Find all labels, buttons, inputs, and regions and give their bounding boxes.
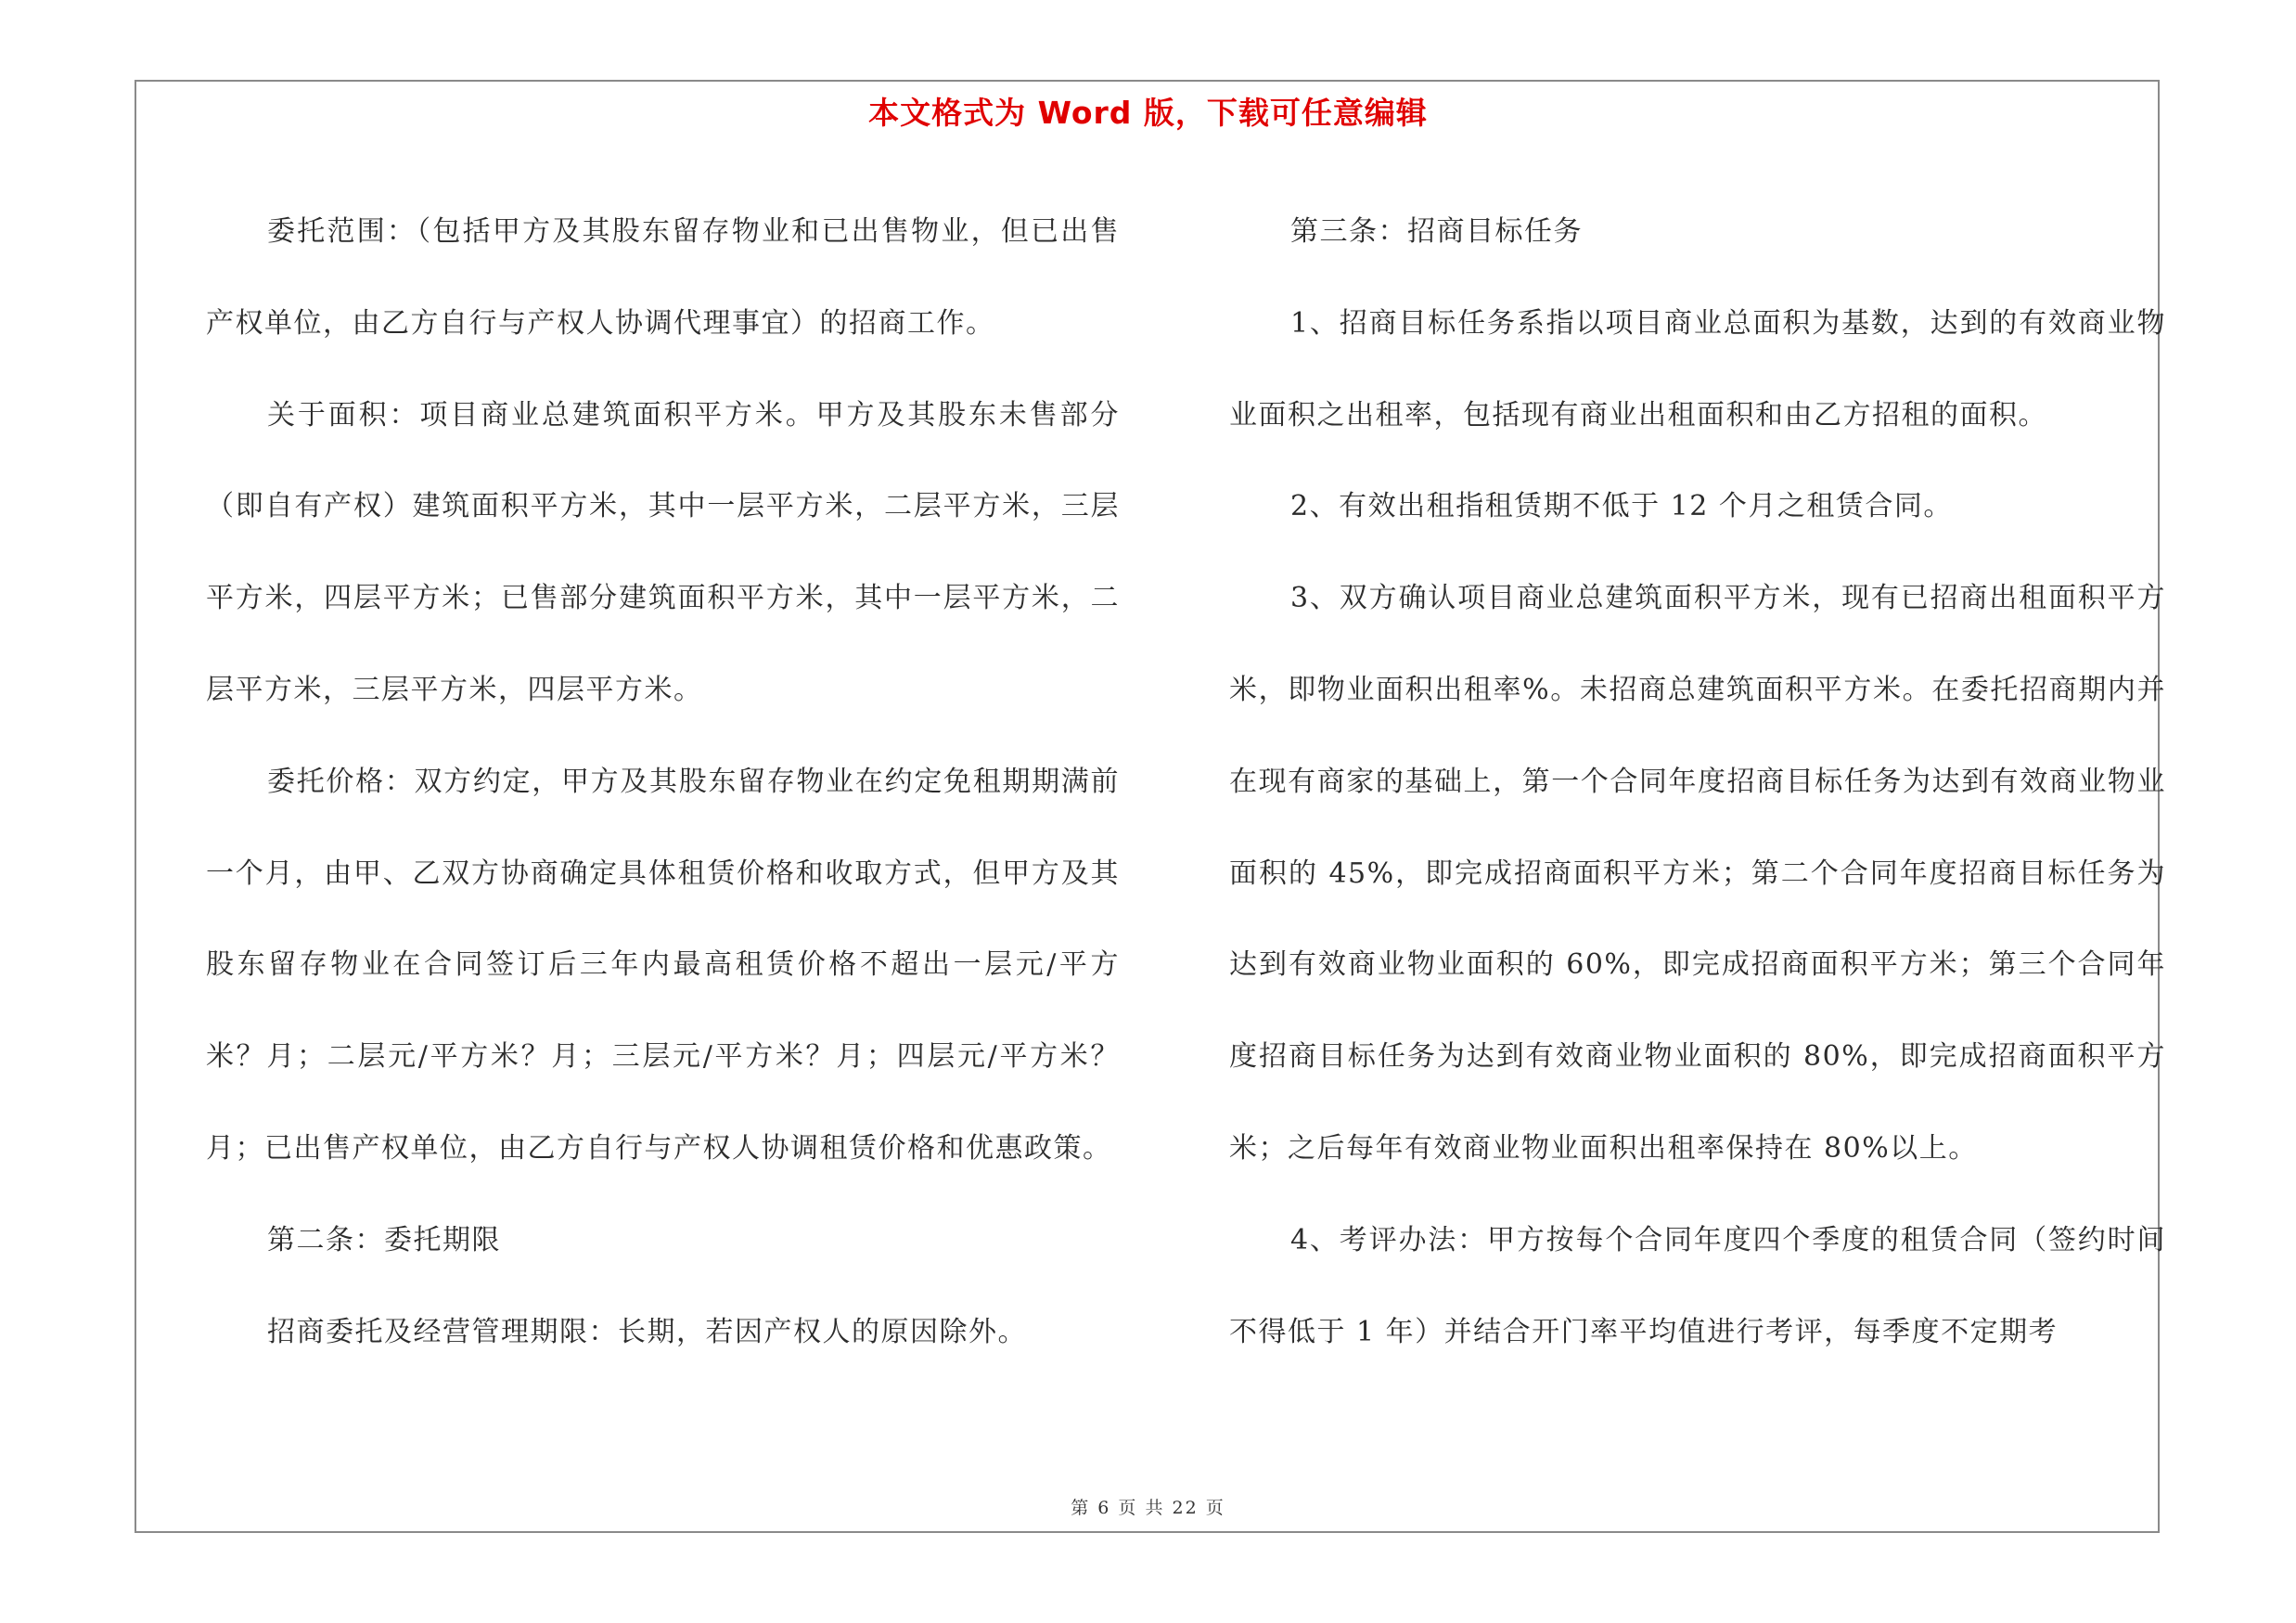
heading-article-2: 第二条：委托期限	[267, 1223, 501, 1256]
paragraph-entrust-scope: 委托范围：（包括甲方及其股东留存物业和已出售物业，但已出售产权单位，由乙方自行与产权人协调代理事宜）的招商工作。	[206, 215, 1120, 340]
paragraph-effective-lease: 2、有效出租指租赁期不低于 12 个月之租赁合同。	[1290, 490, 1953, 523]
paragraph-entrust-price: 委托价格：双方约定，甲方及其股东留存物业在约定免租期期满前一个月，由甲、乙双方协商确定具体租赁价格和收取方式，但甲方及其股东留存物业在合同签订后三年内最高租赁价格不超出一层元/平方米？月；二层元/平方米？月；三层元/平方米？月；四层元/平方米？月；已出售产权单位，由乙方自行与产权人协调租赁价格和优惠政策。	[206, 765, 1120, 1165]
heading-article-3: 第三条：招商目标任务	[1290, 215, 1583, 248]
paragraph-area: 关于面积：项目商业总建筑面积平方米。甲方及其股东未售部分（即自有产权）建筑面积平方米，其中一层平方米，二层平方米，三层平方米，四层平方米；已售部分建筑面积平方米，其中一层平方米，二层平方米，三层平方米，四层平方米。	[206, 398, 1120, 706]
left-column	[206, 187, 1120, 1378]
paragraph-evaluation-method: 4、考评办法：甲方按每个合同年度四个季度的租赁合同（签约时间不得低于 1 年）并结合开门率平均值进行考评，每季度不定期考	[1229, 1223, 2166, 1348]
paragraph-entrust-term: 招商委托及经营管理期限：长期，若因产权人的原因除外。	[267, 1315, 1027, 1348]
word-format-banner: 本文格式为 Word 版，下载可任意编辑	[868, 95, 1428, 131]
paragraph-target-definition: 1、招商目标任务系指以项目商业总面积为基数，达到的有效商业物业面积之出租率，包括现有商业出租面积和由乙方招租的面积。	[1229, 306, 2166, 432]
right-column	[1229, 187, 2166, 1378]
paragraph-target-schedule: 3、双方确认项目商业总建筑面积平方米，现有已招商出租面积平方米，即物业面积出租率%。未招商总建筑面积平方米。在委托招商期内并在现有商家的基础上，第一个合同年度招商目标任务为达到有效商业物业面积的 45%，即完成招商面积平方米；第二个合同年度招商目标任务为达到有效商业物业面积的 60%，即完成招商面积平方米；第三个合同年度招商目标任务为达到有效商业物业面积的 80%，即完成招商面积平方米；之后每年有效商业物业面积出租率保持在 80%以上。	[1229, 582, 2166, 1165]
page-number-footer: 第 6 页 共 22 页	[1071, 1498, 1225, 1518]
